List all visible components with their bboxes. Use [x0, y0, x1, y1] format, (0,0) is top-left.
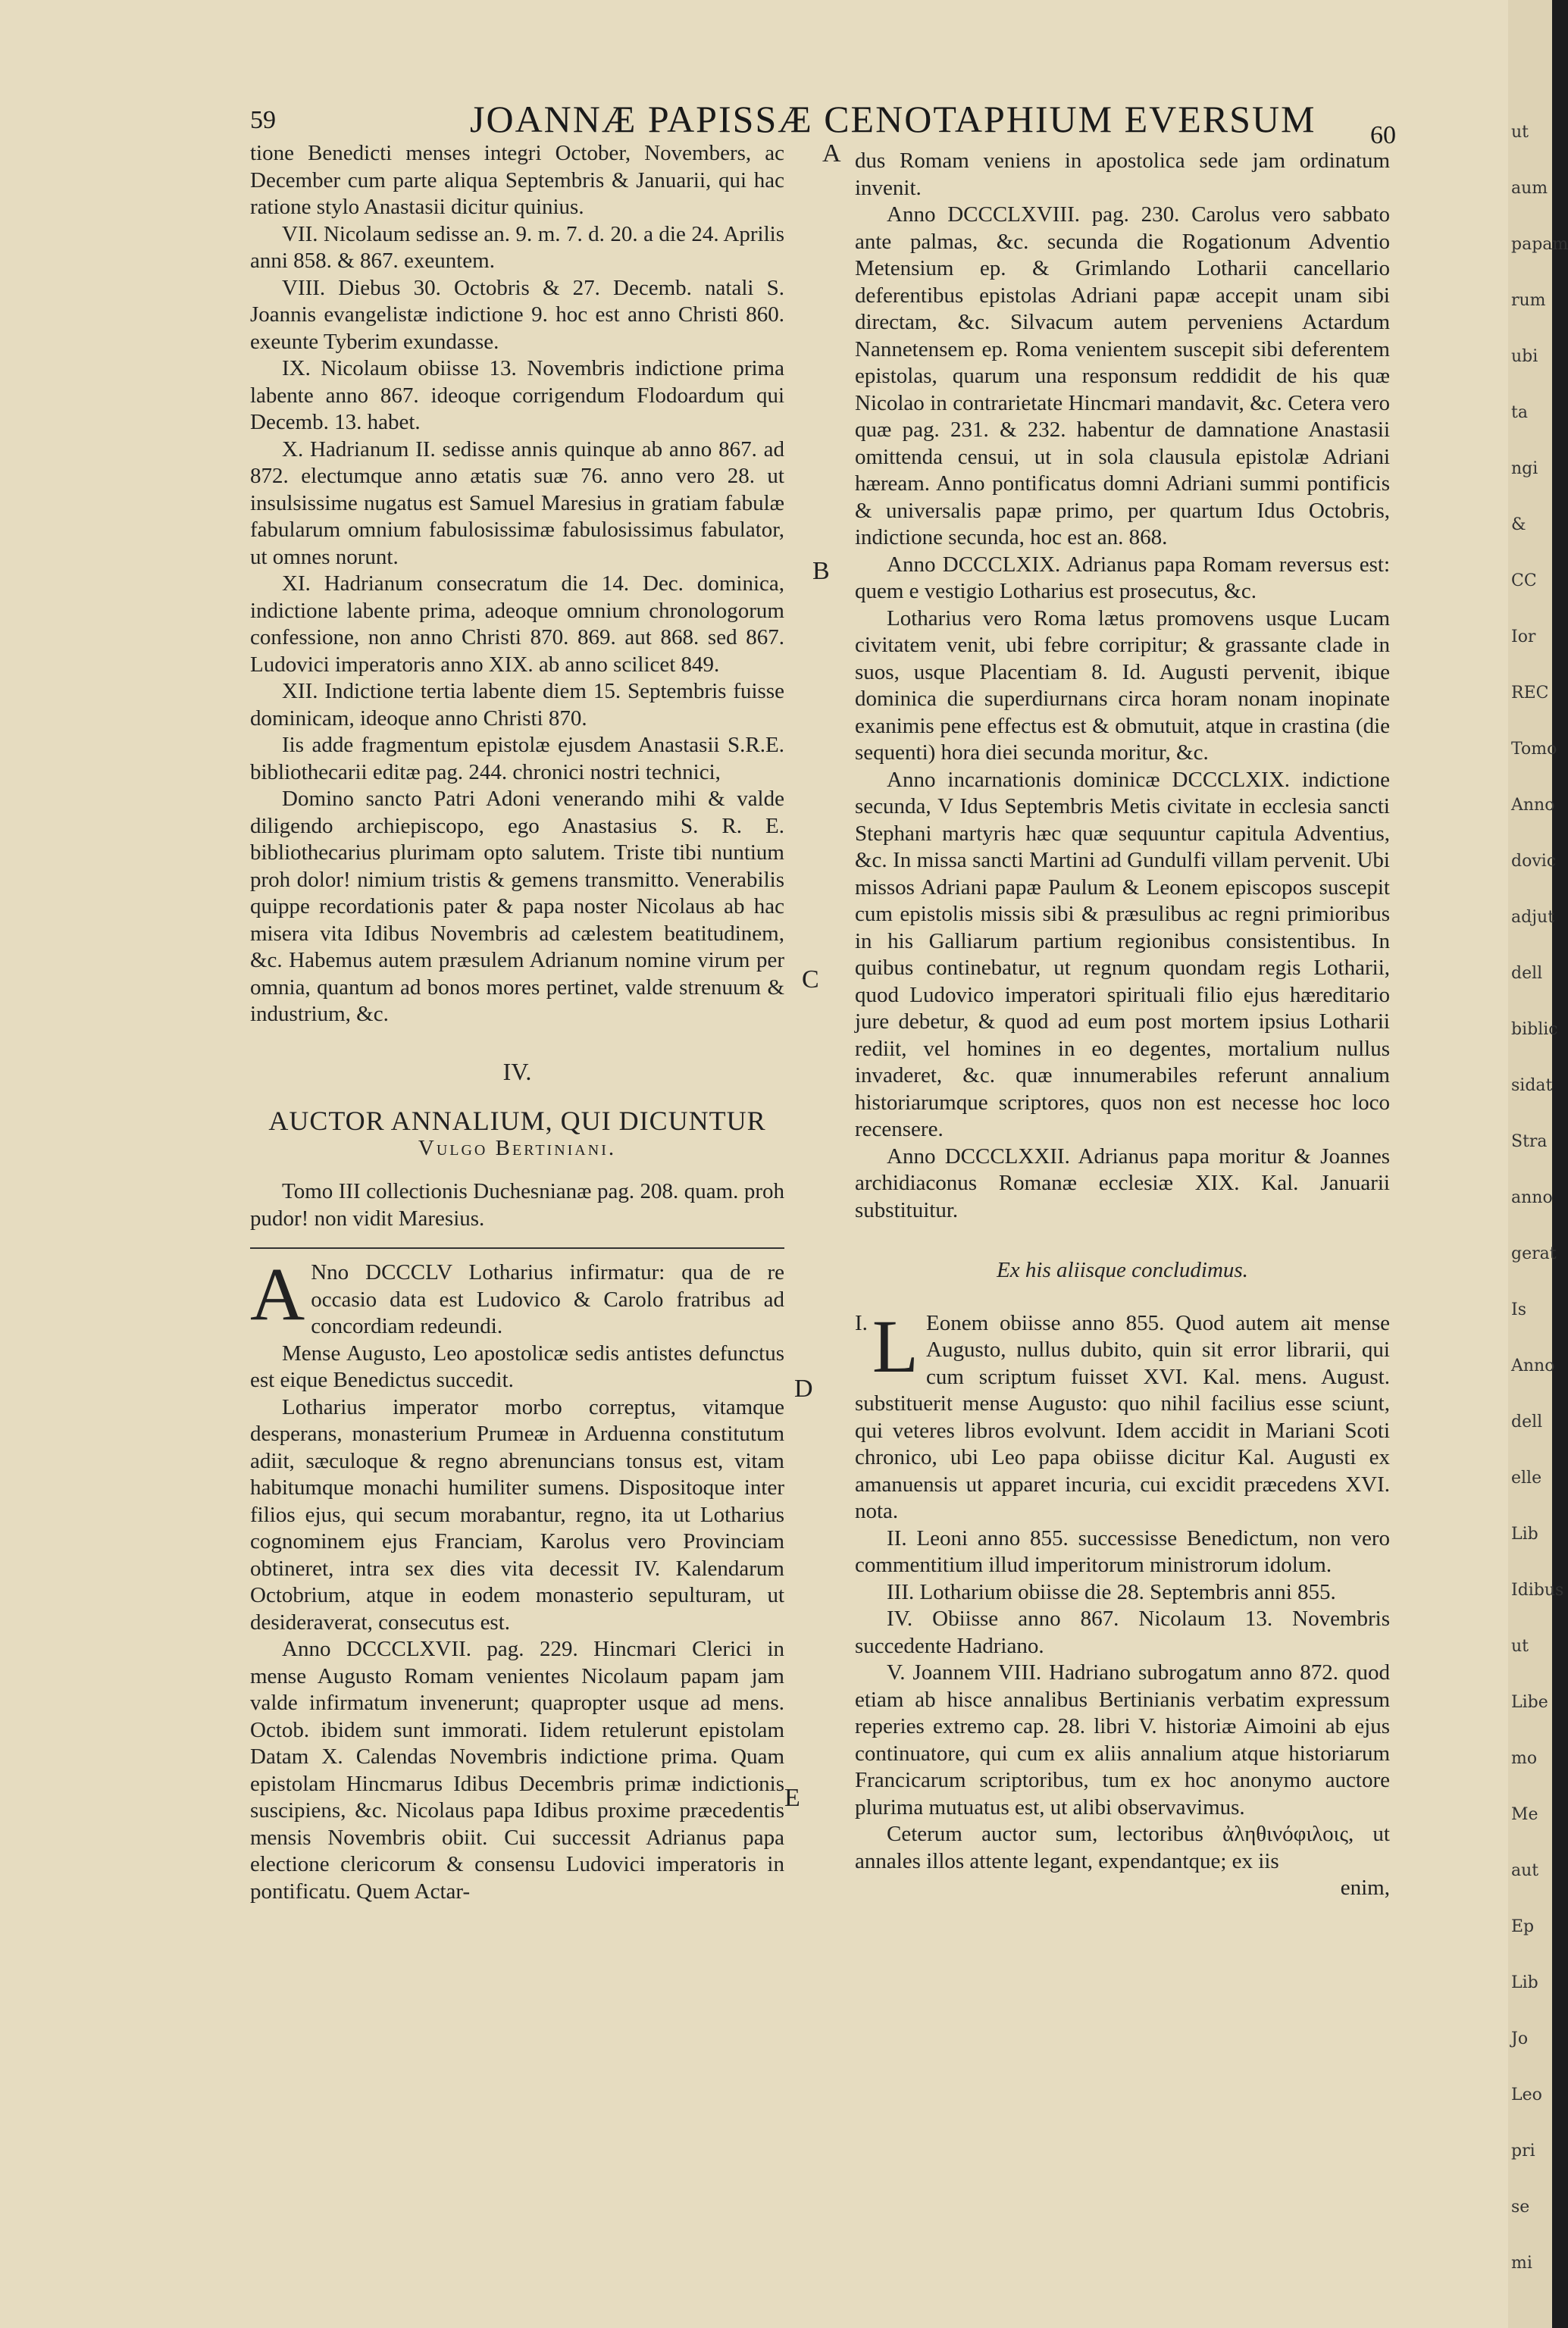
adjacent-page-fragment: Ep [1511, 1917, 1535, 1936]
adjacent-page-fragment: Jo [1511, 2029, 1529, 2048]
adjacent-page-fragment: Leo [1511, 2086, 1542, 2104]
adjacent-page-fragment: & [1511, 515, 1526, 534]
paragraph: XI. Hadrianum consecratum die 14. Dec. dominica, indictione labente prima, adeoque omnium chronologorum confessione, non anno Christi 870. 869. aut 868. sed 867. Ludovici imperatoris anno XIX. ab anno scilicet 849. [250, 571, 784, 677]
catchword: enim, [1340, 1876, 1390, 1900]
adjacent-page-fragment: Idibus [1511, 1581, 1564, 1600]
paragraph: Anno DCCCLXIX. Adrianus papa Romam reversus est: quem e vestigio Lotharius est prosecutus, &c. [855, 552, 1390, 603]
section-subtitle: Vulgo Bertiniani. [418, 1135, 617, 1160]
right-column [855, 148, 1390, 1902]
drop-cap-letter: A [250, 1252, 305, 1336]
paragraph: dus Romam veniens in apostolica sede jam ordinatum invenit. [855, 149, 1390, 200]
margin-mark-e: E [784, 1784, 800, 1812]
paragraph: X. Hadrianum II. sedisse annis quinque ab anno 867. ad 872. electumque anno ætatis suæ 76. anno vero 28. ut insulsissime nugatus est Samuel Maresius in gratiam fabulæ fabularum omnium fabulosissimæ fabulosissimus fabulator, ut omnes norunt. [250, 436, 784, 569]
point-text: Eonem obiisse anno 855. Quod autem ait mense Augusto, nullus dubito, quin sit error librarii, qui cum scriptum fuisset XVI. Kal. mens. August. substituerit mense Augusto: quo nihil facilius esse sciunt, qui veteres libros evolvunt. Idem accidit in Mariani Scoti chronico, ubi Leo papa obiisse dicitur Kal. Augusti ex amanuensis ut apparet incuria, cui excidit præcedens XVI. nota. [855, 1310, 1390, 1523]
adjacent-page-fragment: dell [1511, 1413, 1543, 1432]
adjacent-page-fragment: CC [1511, 571, 1537, 590]
margin-mark-a: A [822, 139, 841, 167]
adjacent-page-fragment: rum [1511, 291, 1546, 310]
adjacent-page-fragment: REC [1511, 684, 1549, 702]
adjacent-page-fragment: Lib [1511, 1973, 1538, 1992]
adjacent-page-fragment: anno [1511, 1188, 1553, 1207]
page-number-right: 60 [1370, 121, 1396, 149]
section-title: AUCTOR ANNALIUM, QUI DICUNTUR [268, 1106, 766, 1136]
adjacent-page-fragment: pri [1511, 2142, 1535, 2161]
adjacent-page-fragment: Is [1511, 1300, 1526, 1319]
adjacent-page-fragment: Tomo [1511, 740, 1557, 759]
adjacent-page-fragment: aum [1511, 179, 1548, 198]
adjacent-page-fragment: gerat [1511, 1244, 1557, 1263]
section-note: Tomo III collectionis Duchesnianæ pag. 208. quam. proh pudor! non vidit Maresius. [250, 1179, 784, 1231]
annal-entry [250, 1252, 784, 1341]
paragraph: V. Joannem VIII. Hadriano subrogatum anno 872. quod etiam ab hisce annalibus Bertinianis verbatim expressum reperies extremo cap. 28. libri V. historiæ Aimoini ab ejus continuatore, qui cum ex aliis annalium atque historiarum Francicarum scriptoribus, tum ex hoc anonymo auctore plurima mutuatus est, ut alibi observavimus. [855, 1660, 1390, 1820]
paragraph: tione Benedicti menses integri October, Novembers, ac December cum parte aliqua Septembris & Januarii, qui hac ratione stylo Anastasii dicitur quinius. [250, 141, 784, 219]
adjacent-page-fragment: dovic [1511, 852, 1557, 871]
quoted-letter: Domino sancto Patri Adoni venerando mihi & valde diligendo archiepiscopo, ego Anastasius S. R. E. bibliothecarius plurimam opto salutem. Triste tibi nuntium proh dolor! nimium tristis & gemens transmitto. Venerabilis quippe recordationis pater & papa noster Nicolaus ab hac misera vita Idibus Novembris ad cælestem beatitudinem, &c. Habemus autem præsulem Adrianum nomine virum per omnia, quantum ad bonos mores pertinet, valde strenuum & industrium, &c. [250, 787, 784, 1026]
section-number: IV. [502, 1057, 532, 1085]
adjacent-page-fragment: Me [1511, 1805, 1538, 1824]
adjacent-page-fragment: ubi [1511, 347, 1538, 366]
adjacent-page-fragment: ta [1511, 403, 1528, 422]
paragraph: III. Lotharium obiisse die 28. Septembris anni 855. [887, 1579, 1336, 1604]
adjacent-page-fragment: Anno [1511, 796, 1555, 815]
subheading: Ex his aliisque concludimus. [997, 1258, 1248, 1282]
adjacent-page-fragment: papam [1511, 235, 1568, 254]
adjacent-page-fragment: Libe [1511, 1693, 1548, 1712]
paragraph: Mense Augusto, Leo apostolicæ sedis antistes defunctus est eique Benedictus succedit. [250, 1341, 784, 1392]
paragraph: Iis adde fragmentum epistolæ ejusdem Anastasii S.R.E. bibliothecarii editæ pag. 244. chronici nostri technici, [250, 733, 784, 784]
adjacent-page-fragment: Ior [1511, 627, 1536, 646]
paragraph: II. Leoni anno 855. successisse Benedictum, non vero commentitium illud imperitorum ministrorum idolum. [855, 1525, 1390, 1577]
paragraph: Anno DCCCLXVIII. pag. 230. Carolus vero sabbato ante palmas, &c. secunda die Rogationum Adventio Metensium ep. & Grimlando Lotharii cancellario deferentibus epistolas Adriani papæ accepit unam sibi directam, &c. Silvacum autem perveniens Actardum Nannetensem ep. Roma venientem suscepit sibi deferentem epistolas, quarum una responsum reddidit de his quæ Nicolao in contrarietate Hincmari mandavit, &c. Cetera vero quæ pag. 231. & 232. habentur de damnatione Anastasii omittenda censui, ut in sola clausula epistolæ Adriani hæream. Anno pontificatus domni Adriani summi pontificis & universalis papæ primo, per quartum Idus Octobris, indictione secunda, hoc est an. 868. [855, 202, 1390, 549]
margin-mark-d: D [794, 1375, 813, 1403]
adjacent-page-fragment: biblic [1511, 1020, 1558, 1039]
paragraph: Anno incarnationis dominicæ DCCCLXIX. indictione secunda, V Idus Septembris Metis civitate in ecclesia sancti Stephani martyris hæc quæ sequuntur capitula Adventius, &c. In missa sancti Martini ad Gundulfi villam pervenit. Ubi missos Adriani papæ Paulum & Leonem episcopos suscepit cum epistolis missis sibi & præsulibus ac regni primioribus in his Galliarum partium regionibus consistentibus. In quibus continebatur, ut regnum quondam regis Lotharii, quod Ludovico imperatori spirituali filio ejus hæreditario jure debetur, & quod ad eum post mortem ipsius Lotharii rediit, vel homines in eo degentes, mortalium nullus invaderet, &c. quæ innumerabiles referunt annalium historiarumque scriptores, quos non est necesse hoc loco recensere. [855, 767, 1390, 1141]
adjacent-page-fragment: Lib [1511, 1525, 1538, 1544]
drop-cap-letter: L [872, 1303, 919, 1388]
adjacent-page-fragment: mi [1511, 2254, 1532, 2273]
adjacent-page-fragment: Anno [1511, 1356, 1555, 1375]
adjacent-page-fragment: Stra [1511, 1132, 1548, 1151]
adjacent-page-fragment: adjut [1511, 908, 1555, 927]
running-title: JOANNÆ PAPISSÆ CENOTAPHIUM EVERSUM [470, 98, 1316, 140]
paragraph: Lotharius vero Roma lætus promovens usque Lucam civitatem venit, ubi febre corripitur; & grassante clade in suos, usque Placentiam 8. Id. Augusti pervenit, ibique dominica die superdiurnans circa horam nonam inopinate exanimis pene effectus est & obmutuit, atque in crastina (die sequenti) hora diei secunda moritur, &c. [855, 605, 1390, 765]
adjacent-page-fragment: dell [1511, 964, 1543, 983]
adjacent-page-fragment: se [1511, 2198, 1530, 2217]
adjacent-page-fragment: mo [1511, 1749, 1538, 1768]
paragraph: IX. Nicolaum obiisse 13. Novembris indictione prima labente anno 867. ideoque corrigendum Flodoardum qui Decemb. 13. habet. [250, 356, 784, 434]
adjacent-page-fragment: sidat [1511, 1076, 1553, 1095]
numbered-point [855, 1303, 1390, 1525]
adjacent-page-fragment: ngi [1511, 459, 1538, 478]
point-number: I. [855, 1310, 868, 1335]
annal-text: Nno DCCCLV Lotharius infirmatur: qua de re occasio data est Ludovico & Carolo fratribus ad concordiam redeundi. [311, 1260, 784, 1338]
adjacent-page-fragment: ut [1511, 123, 1529, 142]
page-number-left: 59 [250, 106, 276, 134]
paragraph: Anno DCCCLXXII. Adrianus papa moritur & Joannes archidiaconus Romanæ ecclesiæ XIX. Kal. Januarii substituitur. [855, 1144, 1390, 1222]
divider-rule [250, 1247, 784, 1249]
margin-mark-b: B [812, 557, 830, 585]
paragraph: Lotharius imperator morbo correptus, vitamque desperans, monasterium Prumeæ in Arduenna constitutum adiit, sæculoque & regno abrenuncians tonsus est, vitam habitumque monachi humiliter sumens. Dispositoque inter filios ejus, qui secum morabantur, regno, ita ut Lotharius cognominem ejus Franciam, Karolus vero Provinciam obtineret, intra sex dies vita decessit IV. Kalendarum Octobrium, atque in eodem monasterio sepulturam, ut desideraverat, consecutus est. [250, 1394, 784, 1635]
margin-mark-c: C [802, 965, 819, 993]
adjacent-page-fragment: ut [1511, 1637, 1529, 1656]
adjacent-page-fragment: elle [1511, 1469, 1542, 1488]
adjacent-page-fragment: aut [1511, 1861, 1539, 1880]
paragraph: VII. Nicolaum sedisse an. 9. m. 7. d. 20. a die 24. Aprilis anni 858. & 867. exeuntem. [250, 221, 784, 273]
paragraph: XII. Indictione tertia labente diem 15. Septembris fuisse dominicam, ideoque anno Christi 870. [250, 679, 784, 731]
paragraph: VIII. Diebus 30. Octobris & 27. Decemb. natali S. Joannis evangelistæ indictione 9. hoc est anno Christi 860. exeunte Tyberim exundasse. [250, 275, 784, 354]
paragraph: Anno DCCCLXVII. pag. 229. Hincmari Clerici in mense Augusto Romam venientes Nicolaum papam jam valde infirmatum invenerunt; quapropter usque ad mens. Octob. ibidem sunt immorati. Iidem retulerunt epistolam Datam X. Calendas Novembris indictione prima. Quam epistolam Hincmarus Idibus Decembris primæ indictionis suscipiens, &c. Nicolaus papa Idibus proxime præcedentis mensis Novembris obiit. Cui successit Adrianus papa electione clericorum & consensu Ludovici imperatoris in pontificatu. Quem Actar- [250, 1637, 784, 1904]
paragraph: Ceterum auctor sum, lectoribus ἀληθινόφιλοις, ut annales illos attente legant, expendantque; ex iis [855, 1822, 1390, 1873]
adjacent-page-edge [1508, 0, 1568, 2328]
left-column [250, 140, 784, 1905]
paragraph: IV. Obiisse anno 867. Nicolaum 13. Novembris succedente Hadriano. [855, 1607, 1390, 1658]
